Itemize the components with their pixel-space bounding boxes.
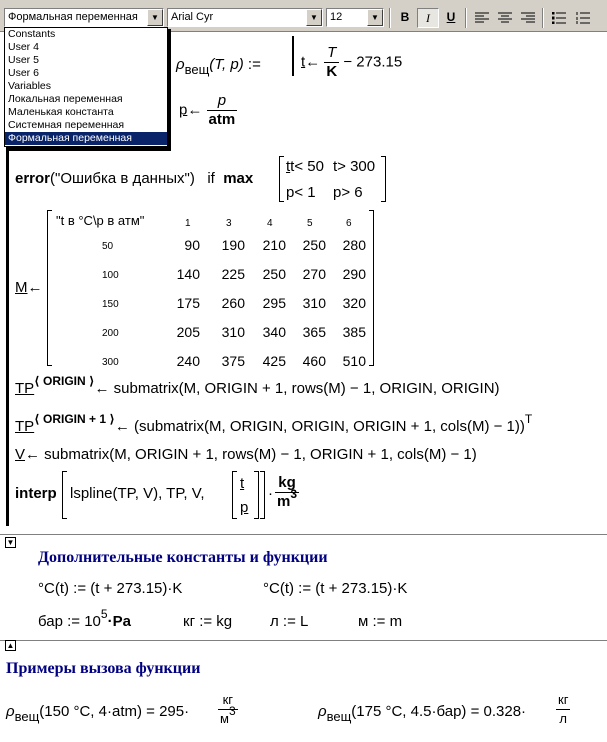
matrix-value-cell: 340: [262, 324, 286, 340]
tp-assignment-1[interactable]: $TP^{⟨ ORIGIN ⟩}\leftarrow$ submatrix(M, ORIGIN + 1, rows(M) − 1, ORIGIN, ORIGIN): [15, 374, 500, 397]
matrix-value-cell: 210: [262, 237, 286, 253]
style-option[interactable]: User 4: [8, 41, 39, 53]
chevron-down-icon[interactable]: ▼: [147, 9, 163, 26]
bold-button[interactable]: B: [400, 10, 410, 24]
bullet-list-icon[interactable]: [548, 8, 570, 28]
triangle-down-icon[interactable]: ▼: [6, 538, 15, 547]
matrix-value-cell: 320: [342, 295, 366, 311]
condition-cell: tt< 50: [286, 158, 324, 175]
toolbar-separator: [465, 8, 467, 28]
matrix-value-cell: 375: [221, 353, 245, 369]
vector-cell: p: [240, 499, 249, 516]
dropdown-shadow: [168, 29, 171, 151]
style-option-selected[interactable]: Формальная переменная: [5, 132, 167, 145]
align-left-icon[interactable]: [471, 8, 493, 28]
matrix-bracket: [381, 156, 386, 202]
matrix-col-header: 3: [226, 218, 232, 229]
matrix-assignment[interactable]: M←: [15, 279, 43, 296]
example-call-1[interactable]: ρвещ(150 °C, 4·atm) = 295·: [6, 703, 190, 724]
style-dropdown-list[interactable]: [4, 27, 168, 147]
matrix-value-cell: 225: [221, 266, 245, 282]
matrix-value-cell: 425: [262, 353, 286, 369]
t-conversion[interactable]: t← $\frac{T}{K}$ − 273.15: [301, 44, 403, 80]
matrix-value-cell: 510: [342, 353, 366, 369]
matrix-value-cell: 260: [221, 295, 245, 311]
matrix-row-header: 300: [102, 357, 119, 368]
matrix-value-cell: 290: [342, 266, 366, 282]
toolbar-separator: [389, 8, 391, 28]
section-divider: [0, 640, 607, 641]
matrix-value-cell: 240: [176, 353, 200, 369]
vector-cell: t: [240, 475, 245, 492]
numbered-list-icon[interactable]: [572, 8, 594, 28]
size-combo[interactable]: [326, 8, 384, 27]
style-option[interactable]: Локальная переменная: [8, 93, 123, 105]
matrix-value-cell: 190: [221, 237, 245, 253]
underline-button[interactable]: U: [446, 10, 456, 24]
vector-bracket: [254, 471, 259, 519]
program-region-bar: [292, 36, 294, 76]
condition-cell: t> 300: [333, 158, 376, 175]
matrix-bracket: [47, 210, 52, 366]
kg-m3-units: $\frac{kg}{m^3}$: [277, 474, 298, 510]
matrix-value-cell: 270: [302, 266, 326, 282]
celsius-definition[interactable]: °C(t) := (t + 273.15)·K: [263, 580, 408, 597]
vector-bracket: [232, 471, 237, 519]
section-divider: [0, 534, 607, 535]
error-statement[interactable]: error("Ошибка в данных") if max: [15, 170, 254, 187]
matrix-bracket: [369, 210, 374, 366]
style-option[interactable]: Variables: [8, 80, 51, 92]
example-call-2[interactable]: ρвещ(175 °C, 4.5·бар) = 0.328·: [318, 703, 527, 724]
style-option[interactable]: Маленькая константа: [8, 106, 114, 118]
bar-definition[interactable]: бар := $10^5\cdot Pa$: [38, 607, 131, 630]
example-units-2: $\frac{кг}{л}$: [558, 692, 569, 726]
matrix-value-cell: 385: [342, 324, 366, 340]
matrix-row-header: 100: [102, 270, 119, 281]
lspline-expr: lspline(TP, V), TP, V,: [70, 485, 205, 502]
chevron-down-icon[interactable]: ▼: [306, 9, 322, 26]
matrix-bracket: [279, 156, 284, 202]
style-option[interactable]: User 6: [8, 67, 39, 79]
matrix-col-header: 4: [267, 218, 273, 229]
font-combo-value: Arial Cyr: [171, 11, 214, 23]
matrix-col-header: 6: [346, 218, 352, 229]
font-combo[interactable]: [167, 8, 323, 27]
italic-button[interactable]: I: [417, 8, 439, 28]
matrix-value-cell: 365: [302, 324, 326, 340]
matrix-row-header: 200: [102, 328, 119, 339]
matrix-row-header: 50: [102, 241, 114, 252]
p-conversion[interactable]: p← $\frac{p}{\text{atm}}$: [179, 92, 236, 128]
dropdown-shadow: [6, 147, 170, 151]
matrix-value-cell: 280: [342, 237, 366, 253]
section-heading: Примеры вызова функции: [6, 660, 201, 677]
align-center-icon[interactable]: [494, 8, 516, 28]
matrix-value-cell: 175: [176, 295, 200, 311]
matrix-value-cell: 310: [221, 324, 245, 340]
triangle-up-icon[interactable]: ▲: [6, 641, 15, 650]
interp-bracket: [260, 471, 265, 519]
style-combo-value: Формальная переменная: [8, 11, 138, 23]
chevron-down-icon[interactable]: ▼: [367, 9, 383, 26]
matrix-value-cell: 295: [262, 295, 286, 311]
m-definition[interactable]: м := m: [358, 613, 403, 630]
matrix-value-cell: 460: [302, 353, 326, 369]
l-definition[interactable]: л := L: [270, 613, 309, 630]
kg-definition[interactable]: кг := kg: [183, 613, 233, 630]
v-assignment[interactable]: V← submatrix(M, ORIGIN + 1, rows(M) − 1, ORIGIN + 1, cols(M) − 1): [15, 446, 477, 463]
condition-cell: p> 6: [333, 184, 363, 201]
celsius-definition[interactable]: °C(t) := (t + 273.15)·K: [38, 580, 183, 597]
interp-bracket: [62, 471, 67, 519]
toolbar-separator: [542, 8, 544, 28]
function-header[interactable]: ρвещ(T, p) :=: [176, 56, 261, 77]
matrix-value-cell: 250: [302, 237, 326, 253]
matrix-col-header: 5: [307, 218, 313, 229]
condition-cell: p< 1: [286, 184, 316, 201]
style-combo[interactable]: [4, 8, 164, 27]
matrix-value-cell: 205: [176, 324, 200, 340]
align-right-icon[interactable]: [517, 8, 539, 28]
matrix-value-cell: 250: [262, 266, 286, 282]
matrix-title-cell: "t в °C\p в атм": [56, 213, 145, 228]
style-option[interactable]: User 5: [8, 54, 39, 66]
matrix-row-header: 150: [102, 299, 119, 310]
size-combo-value: 12: [330, 11, 343, 23]
matrix-value-cell: 140: [176, 266, 200, 282]
style-option[interactable]: Системная переменная: [8, 119, 125, 131]
tp-assignment-2[interactable]: $TP^{⟨ ORIGIN + 1 ⟩}\leftarrow$ (submatrix(M, ORIGIN, ORIGIN, ORIGIN + 1, cols(M) − 1))$^T$: [15, 412, 533, 435]
matrix-col-header: 1: [185, 218, 191, 229]
interp-call[interactable]: interp: [15, 485, 57, 502]
section-heading: Дополнительные константы и функции: [38, 549, 328, 566]
matrix-value-cell: 310: [302, 295, 326, 311]
units-dot: ·: [268, 485, 273, 502]
style-option[interactable]: Constants: [8, 28, 56, 40]
matrix-value-cell: 90: [184, 237, 200, 253]
example-units-1: $\frac{кг}{м3}$: [220, 692, 236, 726]
